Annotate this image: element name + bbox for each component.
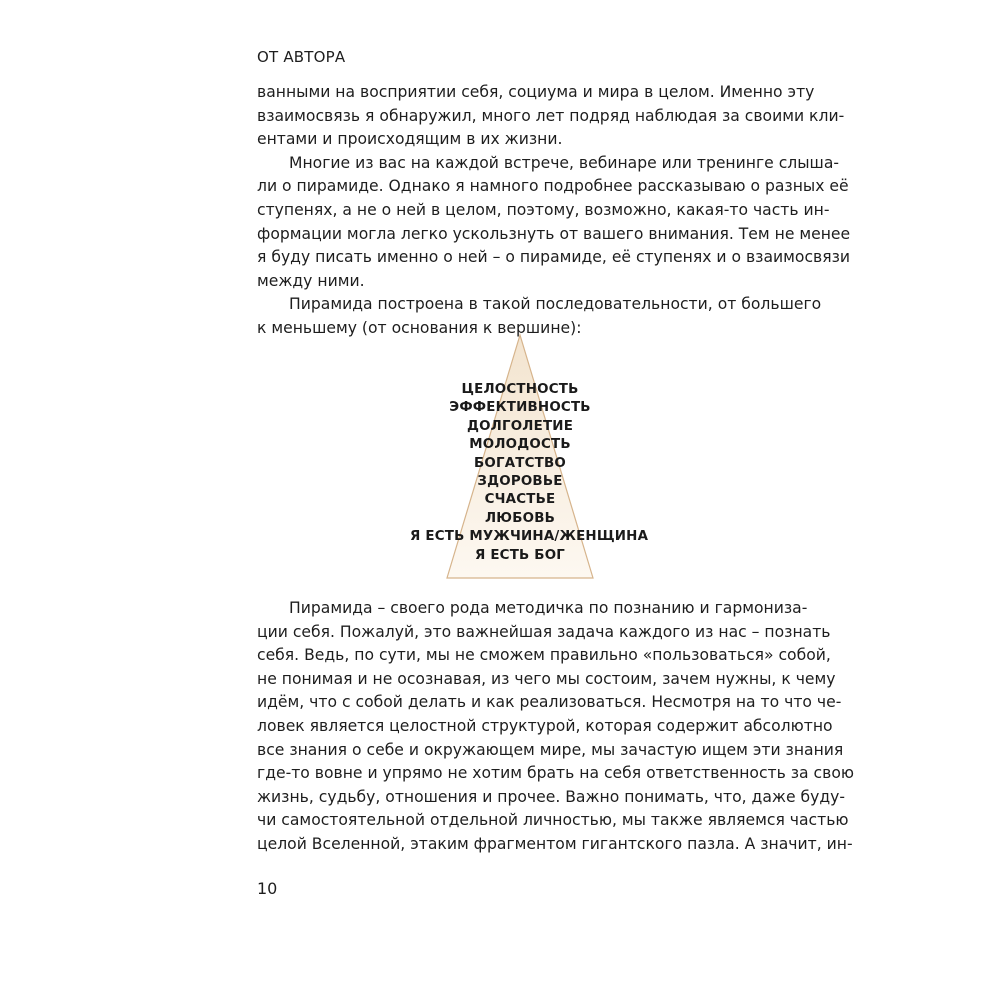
text-line: взаимосвязь я обнаружил, много лет подряд наблюдая за своими кли- — [257, 106, 845, 125]
pyramid-level: МОЛОДОСТЬ — [469, 437, 571, 453]
pyramid-level: ЗДОРОВЬЕ — [477, 474, 563, 490]
text-line: жизнь, судьбу, отношения и прочее. Важно понимать, что, даже буду- — [257, 787, 845, 806]
pyramid-diagram — [410, 333, 649, 583]
text-line: я буду писать именно о ней – о пирамиде, её ступенях и о взаимосвязи — [257, 248, 851, 267]
body-text-top — [257, 81, 851, 341]
text-line: Многие из вас на каждой встрече, вебинаре или тренинге слыша- — [289, 153, 840, 172]
pyramid-level: Я ЕСТЬ МУЖЧИНА/ЖЕНЩИНА — [410, 529, 649, 545]
pyramid-level: Я ЕСТЬ БОГ — [474, 547, 566, 563]
pyramid-levels — [410, 381, 649, 565]
pyramid-level: ДОЛГОЛЕТИЕ — [466, 418, 574, 434]
text-line: чи самостоятельной отдельной личностью, мы также являемся частью — [257, 811, 849, 830]
text-line: все знания о себе и окружающем мире, мы зачастую ищем эти знания — [257, 740, 844, 759]
text-line: не понимая и не осознавая, из чего мы состоим, зачем нужны, к чему — [257, 669, 836, 688]
text-line: себя. Ведь, по сути, мы не сможем правильно «пользоваться» собой, — [257, 646, 831, 665]
pyramid-level: БОГАТСТВО — [474, 455, 566, 471]
text-line: ции себя. Пожалуй, это важнейшая задача каждого из нас – познать — [257, 622, 831, 641]
text-line: между ними. — [257, 271, 365, 290]
text-line: Пирамида построена в такой последовательности, от большего — [289, 295, 822, 314]
text-line: Пирамида – своего рода методичка по познанию и гармониза- — [289, 599, 808, 617]
pyramid-level: ЦЕЛОСТНОСТЬ — [461, 382, 579, 397]
pyramid-level: ЭФФЕКТИВНОСТЬ — [449, 400, 591, 416]
running-head: ОТ АВТОРА — [257, 48, 346, 66]
text-line: ловек является целостной структурой, которая содержит абсолютно — [257, 716, 833, 735]
text-line: где-то вовне и упрямо не хотим брать на себя ответственность за свою — [257, 764, 854, 783]
text-line: формации могла легко ускользнуть от вашего внимания. Тем не менее — [257, 224, 851, 243]
text-line: целой Вселенной, этаким фрагментом гигантского пазла. А значит, ин- — [257, 834, 853, 853]
text-line: ванными на восприятии себя, социума и мира в целом. Именно эту — [257, 83, 815, 101]
page-number: 10 — [257, 879, 278, 898]
text-line: идём, что с собой делать и как реализоваться. Несмотря на то что че- — [257, 693, 842, 712]
text-line: ентами и происходящим в их жизни. — [257, 130, 563, 149]
text-line: ступенях, а не о ней в целом, поэтому, возможно, какая-то часть ин- — [257, 200, 830, 219]
text-line: ли о пирамиде. Однако я намного подробнее рассказываю о разных её — [257, 177, 849, 196]
pyramid-level: ЛЮБОВЬ — [484, 510, 556, 526]
body-text-bottom — [257, 597, 854, 857]
text-line: к меньшему (от основания к вершине): — [257, 318, 582, 337]
pyramid-level: СЧАСТЬЕ — [484, 492, 556, 508]
